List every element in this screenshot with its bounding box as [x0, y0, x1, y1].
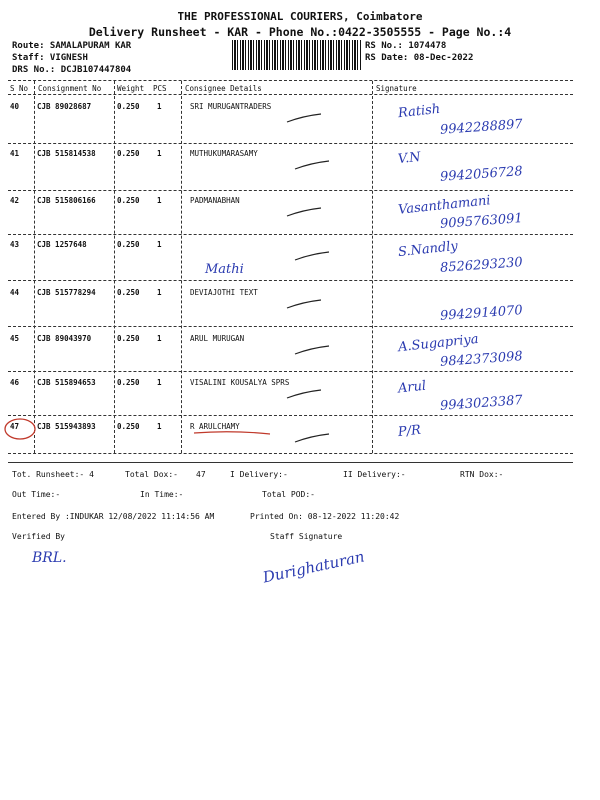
delivery-tick-mark [293, 344, 333, 358]
consignee-underline [192, 428, 272, 438]
cell-consignment: CJB 89028687 [37, 102, 92, 111]
cell-weight: 0.250 [117, 378, 140, 387]
signature-phone: 8526293230 [439, 255, 524, 276]
cell-pcs: 1 [157, 422, 162, 431]
cell-sno: 46 [10, 378, 20, 387]
row-43-handwriting: Mathi [205, 262, 244, 277]
row-separator [8, 280, 573, 281]
col-header-consignee: Consignee Details [185, 84, 262, 93]
verifier-signature: BRL. [32, 550, 67, 566]
document-subtitle: Delivery Runsheet - KAR - Phone No.:0422-3505555 - Page No.:4 [88, 25, 512, 39]
column-divider [34, 81, 35, 453]
cell-consignment: CJB 89043970 [37, 334, 92, 343]
staff-handwritten-signature: Durighaturan [261, 547, 367, 587]
col-header-signature: Signature [376, 84, 417, 93]
cell-consignment: CJB 515814538 [37, 149, 96, 158]
cell-consignment: CJB 515778294 [37, 288, 96, 297]
row-separator [8, 371, 573, 372]
document-title: THE PROFESSIONAL COURIERS, Coimbatore [177, 10, 423, 23]
signature-name: A.Sugapriya [397, 331, 480, 356]
cell-sno: 41 [10, 149, 20, 158]
cell-sno: 45 [10, 334, 20, 343]
signature-phone: 9095763091 [439, 211, 524, 232]
cell-consignee: ARUL MURUGAN [190, 334, 245, 343]
delivery-tick-mark [293, 159, 333, 173]
cell-consignee: R ARULCHAMY [190, 422, 240, 431]
table-top-rule [8, 80, 573, 81]
printed-on: Printed On: 08-12-2022 11:20:42 [250, 512, 400, 521]
cell-consignee: PADMANABHAN [190, 196, 240, 205]
cell-consignee: DEVIAJOTHI TEXT [190, 288, 258, 297]
cell-sno: 47 [10, 422, 20, 431]
cell-consignee: MUTHUKUMARASAMY [190, 149, 258, 158]
delivery-tick-mark [285, 206, 325, 220]
staff-signature-label: Staff Signature [270, 532, 343, 541]
i-delivery: I Delivery:- [230, 470, 288, 479]
cell-pcs: 1 [157, 288, 162, 297]
cell-weight: 0.250 [117, 288, 140, 297]
signature-phone: 9942288897 [439, 117, 524, 138]
col-header-weight: Weight [117, 84, 145, 93]
signature-name: Arul [397, 378, 427, 397]
signature-name: Vasanthamani [397, 193, 492, 218]
cell-weight: 0.250 [117, 240, 140, 249]
staff-label: Staff: VIGNESH [12, 53, 88, 63]
row-separator [8, 234, 573, 235]
signature-phone: 9942056728 [439, 164, 524, 185]
cell-pcs: 1 [157, 196, 162, 205]
cell-sno: 43 [10, 240, 20, 249]
drs-number: DRS No.: DCJB107447804 [12, 65, 132, 75]
delivery-tick-mark [293, 432, 333, 446]
cell-weight: 0.250 [117, 196, 140, 205]
rtn-dox: RTN Dox:- [460, 470, 504, 479]
row-separator [8, 190, 573, 191]
cell-consignment: CJB 515894653 [37, 378, 96, 387]
rs-date: RS Date: 08-Dec-2022 [365, 53, 474, 63]
delivery-tick-mark [285, 388, 325, 402]
delivery-tick-mark [293, 250, 333, 264]
footer-rule [8, 462, 573, 463]
cell-consignment: CJB 515806166 [37, 196, 96, 205]
cell-consignment: CJB 515943893 [37, 422, 96, 431]
cell-consignee: SRI MURUGANTRADERS [190, 102, 272, 111]
verified-by: Verified By [12, 532, 65, 541]
cell-pcs: 1 [157, 102, 162, 111]
col-header-pcs: PCS [153, 84, 167, 93]
column-divider [372, 81, 373, 453]
cell-weight: 0.250 [117, 102, 140, 111]
col-header-consignment: Consignment No [38, 84, 102, 93]
table-header-rule [8, 94, 573, 95]
cell-sno: 40 [10, 102, 20, 111]
delivery-tick-mark [285, 298, 325, 312]
cell-pcs: 1 [157, 334, 162, 343]
row-separator [8, 143, 573, 144]
cell-weight: 0.250 [117, 334, 140, 343]
cell-consignment: CJB 1257648 [37, 240, 87, 249]
signature-name: P/R [397, 422, 422, 441]
total-pod: Total POD:- [262, 490, 315, 499]
total-dox-value: 47 [196, 470, 206, 479]
signature-phone: 9942914070 [439, 303, 524, 324]
cell-consignee: VISALINI KOUSALYA SPRS [190, 378, 290, 387]
route-label: Route: SAMALAPURAM KAR [12, 41, 132, 51]
cell-pcs: 1 [157, 378, 162, 387]
cell-pcs: 1 [157, 149, 162, 158]
column-divider [181, 81, 182, 453]
entered-by: Entered By :INDUKAR 12/08/2022 11:14:56 AM [12, 512, 215, 521]
in-time: In Time:- [140, 490, 184, 499]
column-divider [114, 81, 115, 453]
out-time: Out Time:- [12, 490, 61, 499]
cell-weight: 0.250 [117, 422, 140, 431]
rs-number: RS No.: 1074478 [365, 41, 447, 51]
signature-phone: 9842373098 [439, 349, 524, 370]
cell-sno: 44 [10, 288, 20, 297]
total-dox-label: Total Dox:- [125, 470, 178, 479]
row-separator [8, 415, 573, 416]
barcode [232, 40, 362, 70]
cell-weight: 0.250 [117, 149, 140, 158]
col-header-sno: S No [10, 84, 29, 93]
signature-name: Ratish [397, 101, 441, 122]
cell-sno: 42 [10, 196, 20, 205]
signature-phone: 9943023387 [439, 393, 524, 414]
delivery-tick-mark [285, 112, 325, 126]
row-separator [8, 326, 573, 327]
signature-name: S.Nandly [397, 238, 459, 261]
signature-name: V.N [397, 149, 422, 168]
ii-delivery: II Delivery:- [343, 470, 406, 479]
tot-runsheet: Tot. Runsheet:- 4 [12, 470, 94, 479]
row-separator [8, 453, 573, 454]
cell-pcs: 1 [157, 240, 162, 249]
row-47-circle-mark [2, 416, 38, 442]
